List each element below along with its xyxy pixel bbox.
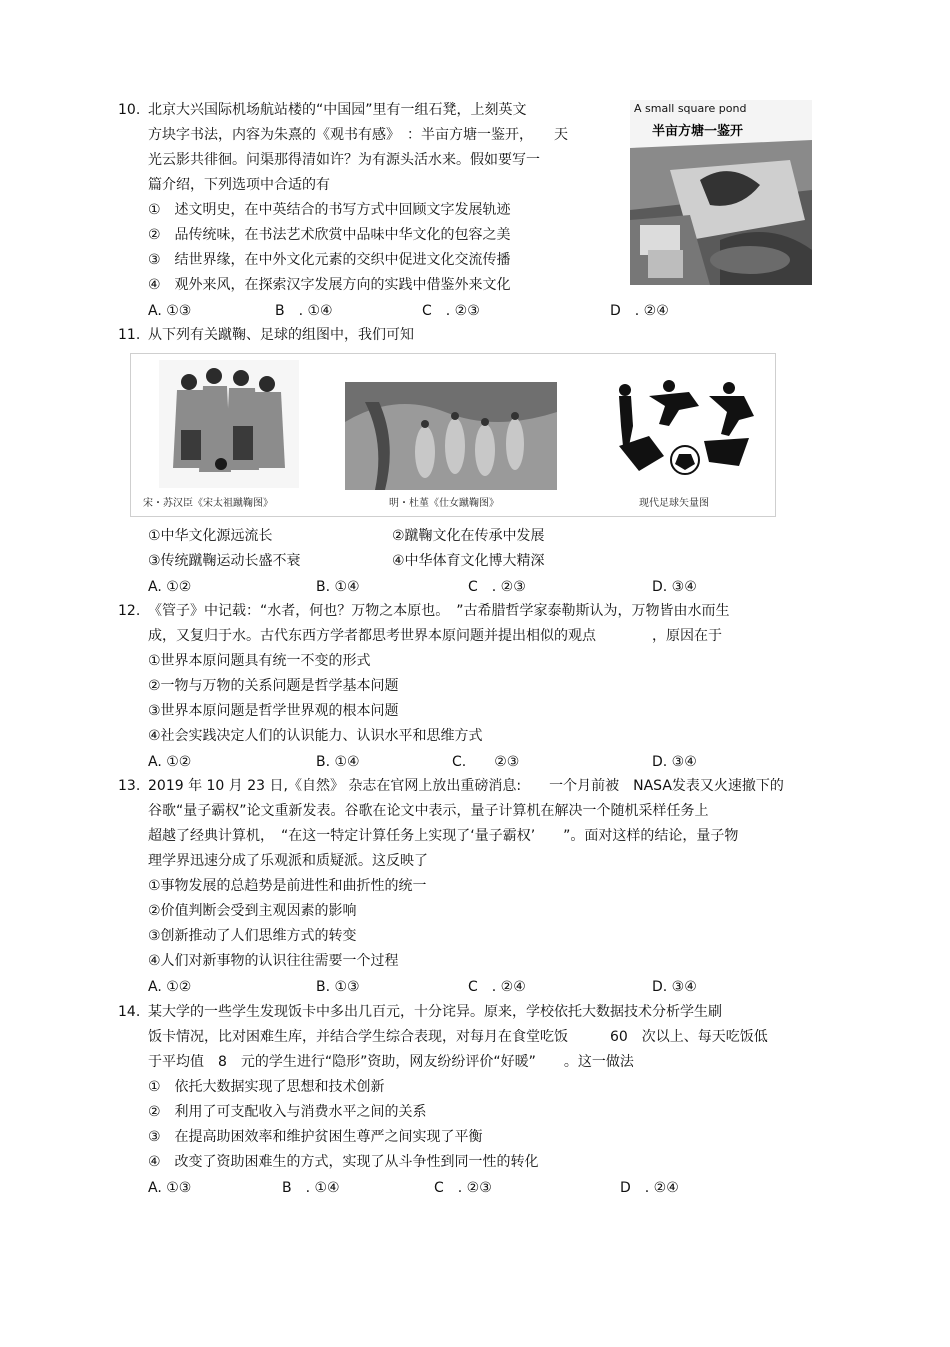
question-number: 13. — [118, 778, 141, 794]
choice-d: D. ③④ — [652, 579, 697, 595]
option-item: ③ 在提高助困效率和维护贫困生尊严之间实现了平衡 — [148, 1129, 483, 1145]
question-stem-line: 北京大兴国际机场航站楼的“中国园”里有一组石凳，上刻英文 — [148, 102, 527, 118]
question-number: 12. — [118, 603, 141, 619]
caption-2: 明・杜堇《仕女蹴鞠图》 — [389, 498, 499, 509]
football-vector — [609, 376, 759, 486]
option-item: ① 述文明史，在中英结合的书写方式中回顾文字发展轨迹 — [148, 202, 511, 218]
option-item: ④ 改变了资助困难生的方式，实现了从斗争性到同一性的转化 — [148, 1154, 539, 1170]
choice-d: D . ②④ — [620, 1180, 679, 1196]
option-item: ③创新推动了人们思维方式的转变 — [148, 928, 357, 944]
option-item: ①世界本原问题具有统一不变的形式 — [148, 653, 371, 669]
ming-painting — [345, 382, 557, 490]
choice-a: A. ①② — [148, 579, 192, 595]
question-stem-line: 方块字书法，内容为朱熹的《观书有感》 ：半亩方塘一鉴开， 天 — [148, 127, 568, 143]
option-item: ①中华文化源远流长 — [148, 528, 273, 544]
option-item: ② 品传统味，在书法艺术欣赏中品味中华文化的包容之美 — [148, 227, 511, 243]
option-item: ①事物发展的总趋势是前进性和曲折性的统一 — [148, 878, 427, 894]
option-item: ① 依托大数据实现了思想和技术创新 — [148, 1079, 385, 1095]
image-text-line1: A small square pond — [634, 102, 747, 115]
choice-b: B. ①③ — [316, 979, 360, 995]
choice-a: A. ①② — [148, 754, 192, 770]
choice-d: D . ②④ — [610, 303, 669, 319]
caption-3: 现代足球矢量图 — [639, 498, 709, 509]
option-item: ③传统蹴鞠运动长盛不衰 — [148, 553, 301, 569]
choice-c: C . ②④ — [468, 979, 526, 995]
choice-b: B. ①④ — [316, 754, 360, 770]
choice-b: B . ①④ — [282, 1180, 340, 1196]
question-stem-line: 成，又复归于水。古代东西方学者都思考世界本原问题并提出相似的观点 ，原因在于 — [148, 628, 722, 644]
question-stem-line: 《管子》中记载：“水者，何也？万物之本原也。 ”古希腊哲学家泰勒斯认为，万物皆由水而生 — [148, 603, 730, 619]
question-stem-line: 饭卡情况，比对困难生库，并结合学生综合表现，对每月在食堂吃饭 60 次以上、每天吃饭低 — [148, 1029, 768, 1045]
option-item: ② 利用了可支配收入与消费水平之间的关系 — [148, 1104, 427, 1120]
question-number: 14. — [118, 1004, 141, 1020]
option-item: ④社会实践决定人们的认识能力、认识水平和思维方式 — [148, 728, 483, 744]
question-stem-line: 某大学的一些学生发现饭卡中多出几百元，十分诧异。原来，学校依托大数据技术分析学生刷 — [148, 1004, 722, 1020]
question-number: 11. — [118, 327, 141, 343]
choice-a: A. ①② — [148, 979, 192, 995]
caption-1: 宋・苏汉臣《宋太祖蹴鞠图》 — [143, 498, 273, 509]
option-item: ②价值判断会受到主观因素的影响 — [148, 903, 357, 919]
question-stem-line: 篇介绍，下列选项中合适的有 — [148, 177, 330, 193]
stone-bench-photo — [630, 100, 812, 285]
choice-b: B . ①④ — [275, 303, 333, 319]
question-stem-line: 光云影共徘徊。问渠那得清如许？为有源头活水来。假如要写一 — [148, 152, 540, 168]
choice-d: D. ③④ — [652, 979, 697, 995]
choice-c: C. ②③ — [452, 754, 520, 770]
choice-c: C . ②③ — [468, 579, 526, 595]
song-painting — [159, 360, 299, 488]
choice-c: C . ②③ — [422, 303, 480, 319]
question-stem-line: 理学界迅速分成了乐观派和质疑派。这反映了 — [148, 853, 428, 869]
choice-a: A. ①③ — [148, 1180, 192, 1196]
question-stem-line: 从下列有关蹴鞠、足球的组图中，我们可知 — [148, 327, 414, 343]
option-item: ③世界本原问题是哲学世界观的根本问题 — [148, 703, 399, 719]
choice-b: B. ①④ — [316, 579, 360, 595]
question-number: 10. — [118, 102, 141, 118]
choice-c: C . ②③ — [434, 1180, 492, 1196]
option-item: ④人们对新事物的认识往往需要一个过程 — [148, 953, 399, 969]
cuju-image-panel — [130, 353, 776, 517]
question-stem-line: 于平均值 8 元的学生进行“隐形”资助，网友纷纷评价“好暖” 。这一做法 — [148, 1054, 634, 1070]
question-stem-line: 谷歌“量子霸权”论文重新发表。谷歌在论文中表示，量子计算机在解决一个随机采样任务上 — [148, 803, 709, 819]
question-stem-line: 超越了经典计算机， “在这一特定计算任务上实现了‘量子霸权’ ”。面对这样的结论，量子物 — [148, 828, 739, 844]
choice-d: D. ③④ — [652, 754, 697, 770]
question-stem-line: 2019 年 10 月 23 日,《自然》 杂志在官网上放出重磅消息: 一个月前被 NASA发表又火速撤下的 — [148, 778, 784, 794]
option-item: ④中华体育文化博大精深 — [392, 553, 545, 569]
image-text-line2: 半亩方塘一鉴开 — [652, 124, 744, 139]
option-item: ②蹴鞠文化在传承中发展 — [392, 528, 545, 544]
option-item: ④ 观外来风，在探索汉字发展方向的实践中借鉴外来文化 — [148, 277, 511, 293]
option-item: ②一物与万物的关系问题是哲学基本问题 — [148, 678, 399, 694]
choice-a: A. ①③ — [148, 303, 192, 319]
option-item: ③ 结世界缘，在中外文化元素的交织中促进文化交流传播 — [148, 252, 511, 268]
